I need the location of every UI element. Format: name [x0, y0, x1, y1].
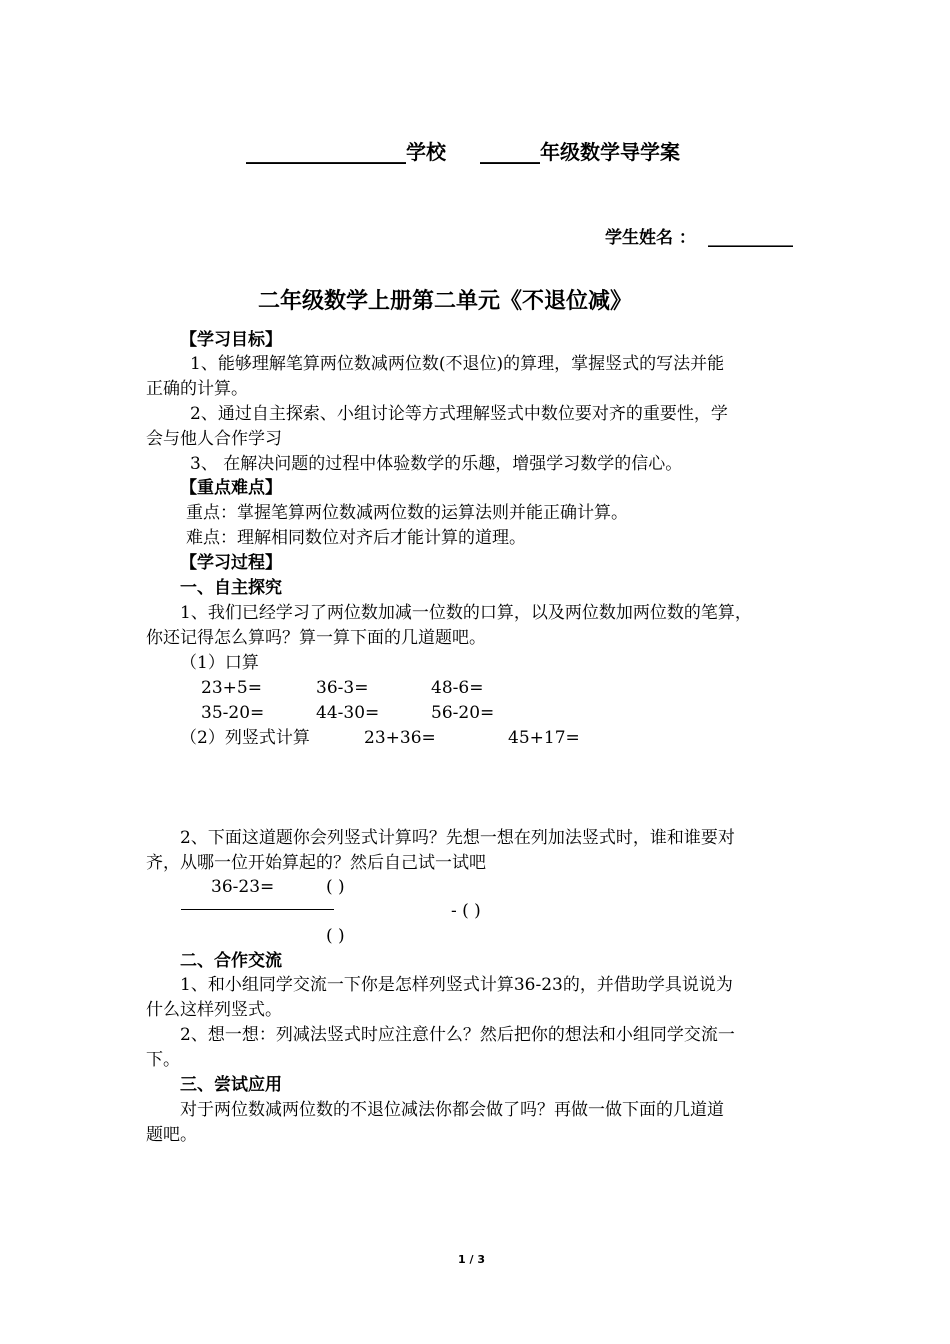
s1-q1-line-1: 1、我们已经学习了两位数加减一位数的口算，以及两位数加两位数的笔算，	[180, 603, 752, 623]
s1-q2-line-1: 2、下面这道题你会列竖式计算吗？先想一想在列加法竖式时，谁和谁要对	[180, 828, 735, 848]
vertical-calc-rule	[181, 909, 334, 910]
oral-problem: 44-30=	[316, 703, 380, 723]
vertical-problem: 23+36=	[364, 728, 436, 748]
school-line: ________________学校	[246, 140, 446, 164]
s2-q1-line-1: 1、和小组同学交流一下你是怎样列竖式计算36-23的，并借助学具说说为	[180, 975, 733, 995]
goal-3: 3、 在解决问题的过程中体验数学的乐趣，增强学习数学的信心。	[190, 454, 683, 474]
goal-2-line-1: 2、通过自主探索、小组讨论等方式理解竖式中数位要对齐的重要性，学	[190, 404, 728, 424]
page-number: 1 / 3	[458, 1253, 485, 1266]
s3-line-1: 对于两位数减两位数的不退位减法你都会做了吗？再做一做下面的几道道	[180, 1100, 724, 1120]
s2-q2-line-2: 下。	[146, 1050, 180, 1070]
s2-q2-line-1: 2、想一想：列减法竖式时应注意什么？然后把你的想法和小组同学交流一	[180, 1025, 735, 1045]
student-name-label: 学生姓名 ：	[605, 228, 696, 248]
oral-calc-label: （1）口算	[180, 653, 259, 673]
answer-paren: ( )	[326, 877, 345, 897]
s2-q1-line-2: 什么这样列竖式。	[146, 1000, 282, 1020]
section-2-heading: 二、合作交流	[180, 951, 282, 971]
oral-problem: 48-6=	[431, 678, 484, 698]
goals-heading: 【学习目标】	[180, 330, 282, 350]
answer-paren: ( )	[326, 926, 345, 946]
goal-2-line-2: 会与他人合作学习	[146, 429, 282, 449]
grade-line: ______年级数学导学案	[480, 140, 680, 164]
vertical-calc-label: （2）列竖式计算	[180, 728, 310, 748]
page-title: 二年级数学上册第二单元《不退位减》	[258, 289, 633, 314]
difficult-point: 难点：理解相同数位对齐后才能计算的道理。	[186, 528, 526, 548]
vertical-problem: 45+17=	[508, 728, 580, 748]
oral-problem: 35-20=	[201, 703, 265, 723]
oral-problem: 36-3=	[316, 678, 369, 698]
example-equation: 36-23=	[211, 877, 275, 897]
oral-problem: 56-20=	[431, 703, 495, 723]
oral-problem: 23+5=	[201, 678, 262, 698]
key-point: 重点：掌握笔算两位数减两位数的运算法则并能正确计算。	[186, 503, 628, 523]
section-1-heading: 一、自主探究	[180, 578, 282, 598]
key-points-heading: 【重点难点】	[180, 478, 282, 498]
goal-1-line-1: 1、能够理解笔算两位数减两位数(不退位)的算理，掌握竖式的写法并能	[190, 354, 725, 374]
goal-1-line-2: 正确的计算。	[146, 379, 248, 399]
s1-q2-line-2: 齐，从哪一位开始算起的？然后自己试一试吧	[146, 853, 486, 873]
student-name-blank: __________	[708, 228, 793, 248]
process-heading: 【学习过程】	[180, 553, 282, 573]
s1-q1-line-2: 你还记得怎么算吗？算一算下面的几道题吧。	[146, 628, 486, 648]
s3-line-2: 题吧。	[146, 1125, 197, 1145]
section-3-heading: 三、尝试应用	[180, 1075, 282, 1095]
minus-paren: - ( )	[451, 901, 481, 921]
